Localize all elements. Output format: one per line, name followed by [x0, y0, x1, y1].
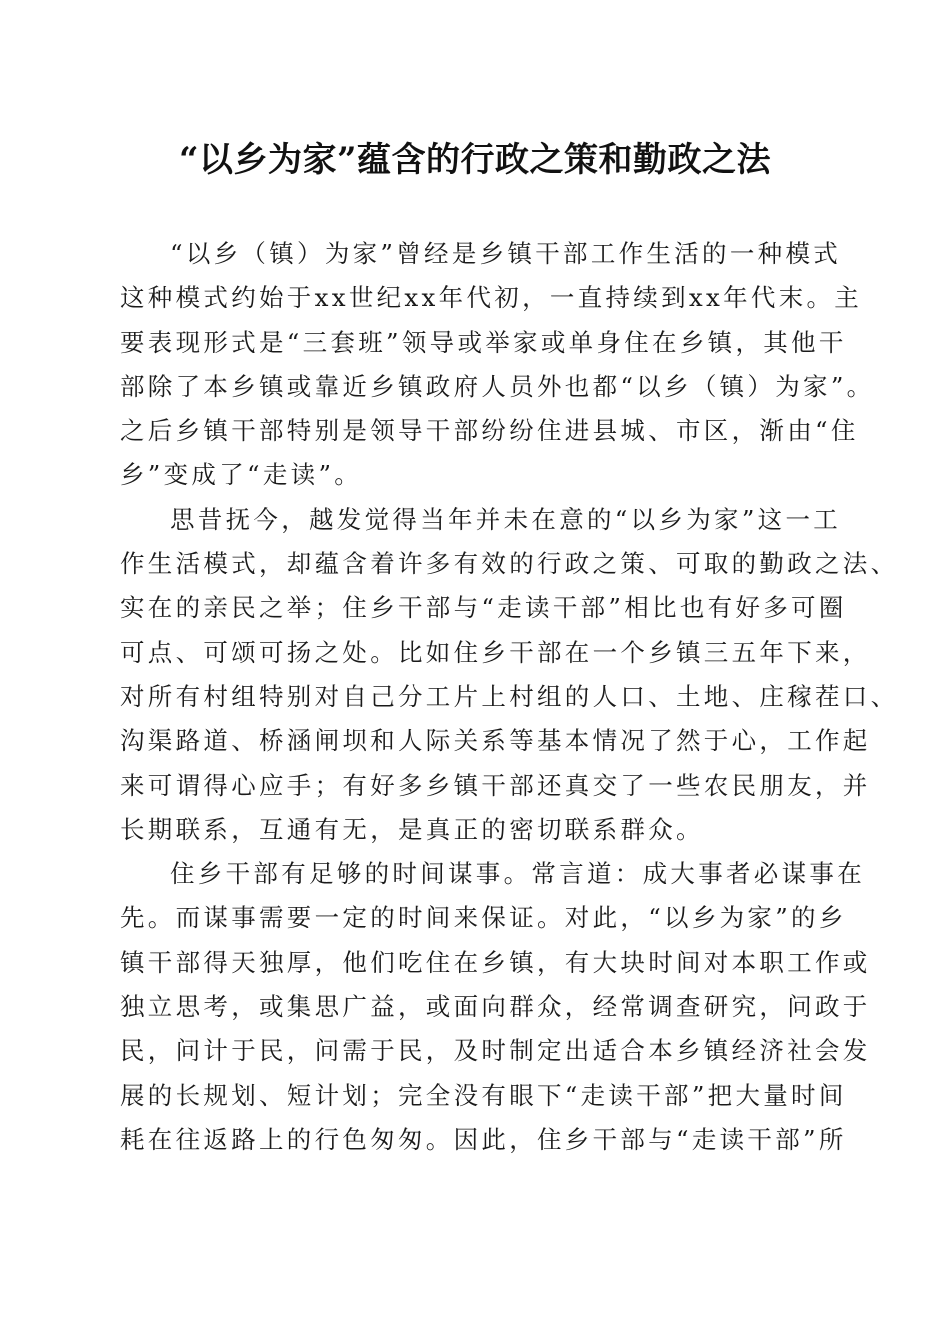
paragraph-1-line-1: “以乡（镇）为家”曾经是乡镇干部工作生活的一种模式: [170, 239, 842, 268]
paragraph-1-line-3: 要表现形式是“三套班”领导或举家或单身住在乡镇，其他干: [120, 327, 847, 357]
paragraph-2-line-1: 思昔抚今，越发觉得当年并未在意的“以乡为家”这一工: [170, 504, 842, 534]
paragraph-2-line-8: 长期联系，互通有无，是真正的密切联系群众。: [120, 814, 704, 844]
paragraph-2-line-6: 沟渠路道、桥涵闸坝和人际关系等基本情况了然于心，工作起: [120, 726, 871, 756]
paragraph-1-line-2: 这种模式约始于xx世纪xx年代初，一直持续到xx年代末。主: [120, 283, 863, 313]
paragraph-1-line-4: 部除了本乡镇或靠近乡镇政府人员外也都“以乡（镇）为家”。: [120, 371, 875, 401]
paragraph-3-line-3: 镇干部得天独厚，他们吃住在乡镇，有大块时间对本职工作或: [120, 947, 871, 977]
paragraph-3-line-5: 民，问计于民，问需于民，及时制定出适合本乡镇经济社会发: [120, 1036, 871, 1066]
paragraph-2-line-4: 可点、可颂可扬之处。比如住乡干部在一个乡镇三五年下来，: [120, 637, 871, 667]
document-title: “以乡为家”蕴含的行政之策和勤政之法: [178, 140, 772, 180]
document-body: [120, 232, 899, 1162]
paragraph-3-line-1: 住乡干部有足够的时间谋事。常言道：成大事者必谋事在: [170, 859, 865, 889]
paragraph-3-line-7: 耗在往返路上的行色匆匆。因此，住乡干部与“走读干部”所: [120, 1124, 847, 1154]
paragraph-3-line-6: 展的长规划、短计划；完全没有眼下“走读干部”把大量时间: [120, 1080, 847, 1110]
paragraph-2-line-7: 来可谓得心应手；有好多乡镇干部还真交了一些农民朋友，并: [120, 770, 871, 800]
paragraph-2-line-3: 实在的亲民之举；住乡干部与“走读干部”相比也有好多可圈: [120, 593, 847, 623]
paragraph-1-line-5: 之后乡镇干部特别是领导干部纷纷住进县城、市区，渐由“住: [120, 416, 859, 446]
paragraph-3-line-4: 独立思考，或集思广益，或面向群众，经常调查研究，问政于: [120, 992, 871, 1022]
paragraph-2-line-5: 对所有村组特别对自己分工片上村组的人口、土地、庄稼茬口、: [120, 681, 899, 711]
paragraph-3-line-2: 先。而谋事需要一定的时间来保证。对此，“以乡为家”的乡: [120, 903, 847, 933]
paragraph-1-line-6: 乡”变成了“走读”。: [120, 460, 363, 490]
paragraph-2-line-2: 作生活模式，却蕴含着许多有效的行政之策、可取的勤政之法、: [120, 549, 899, 579]
